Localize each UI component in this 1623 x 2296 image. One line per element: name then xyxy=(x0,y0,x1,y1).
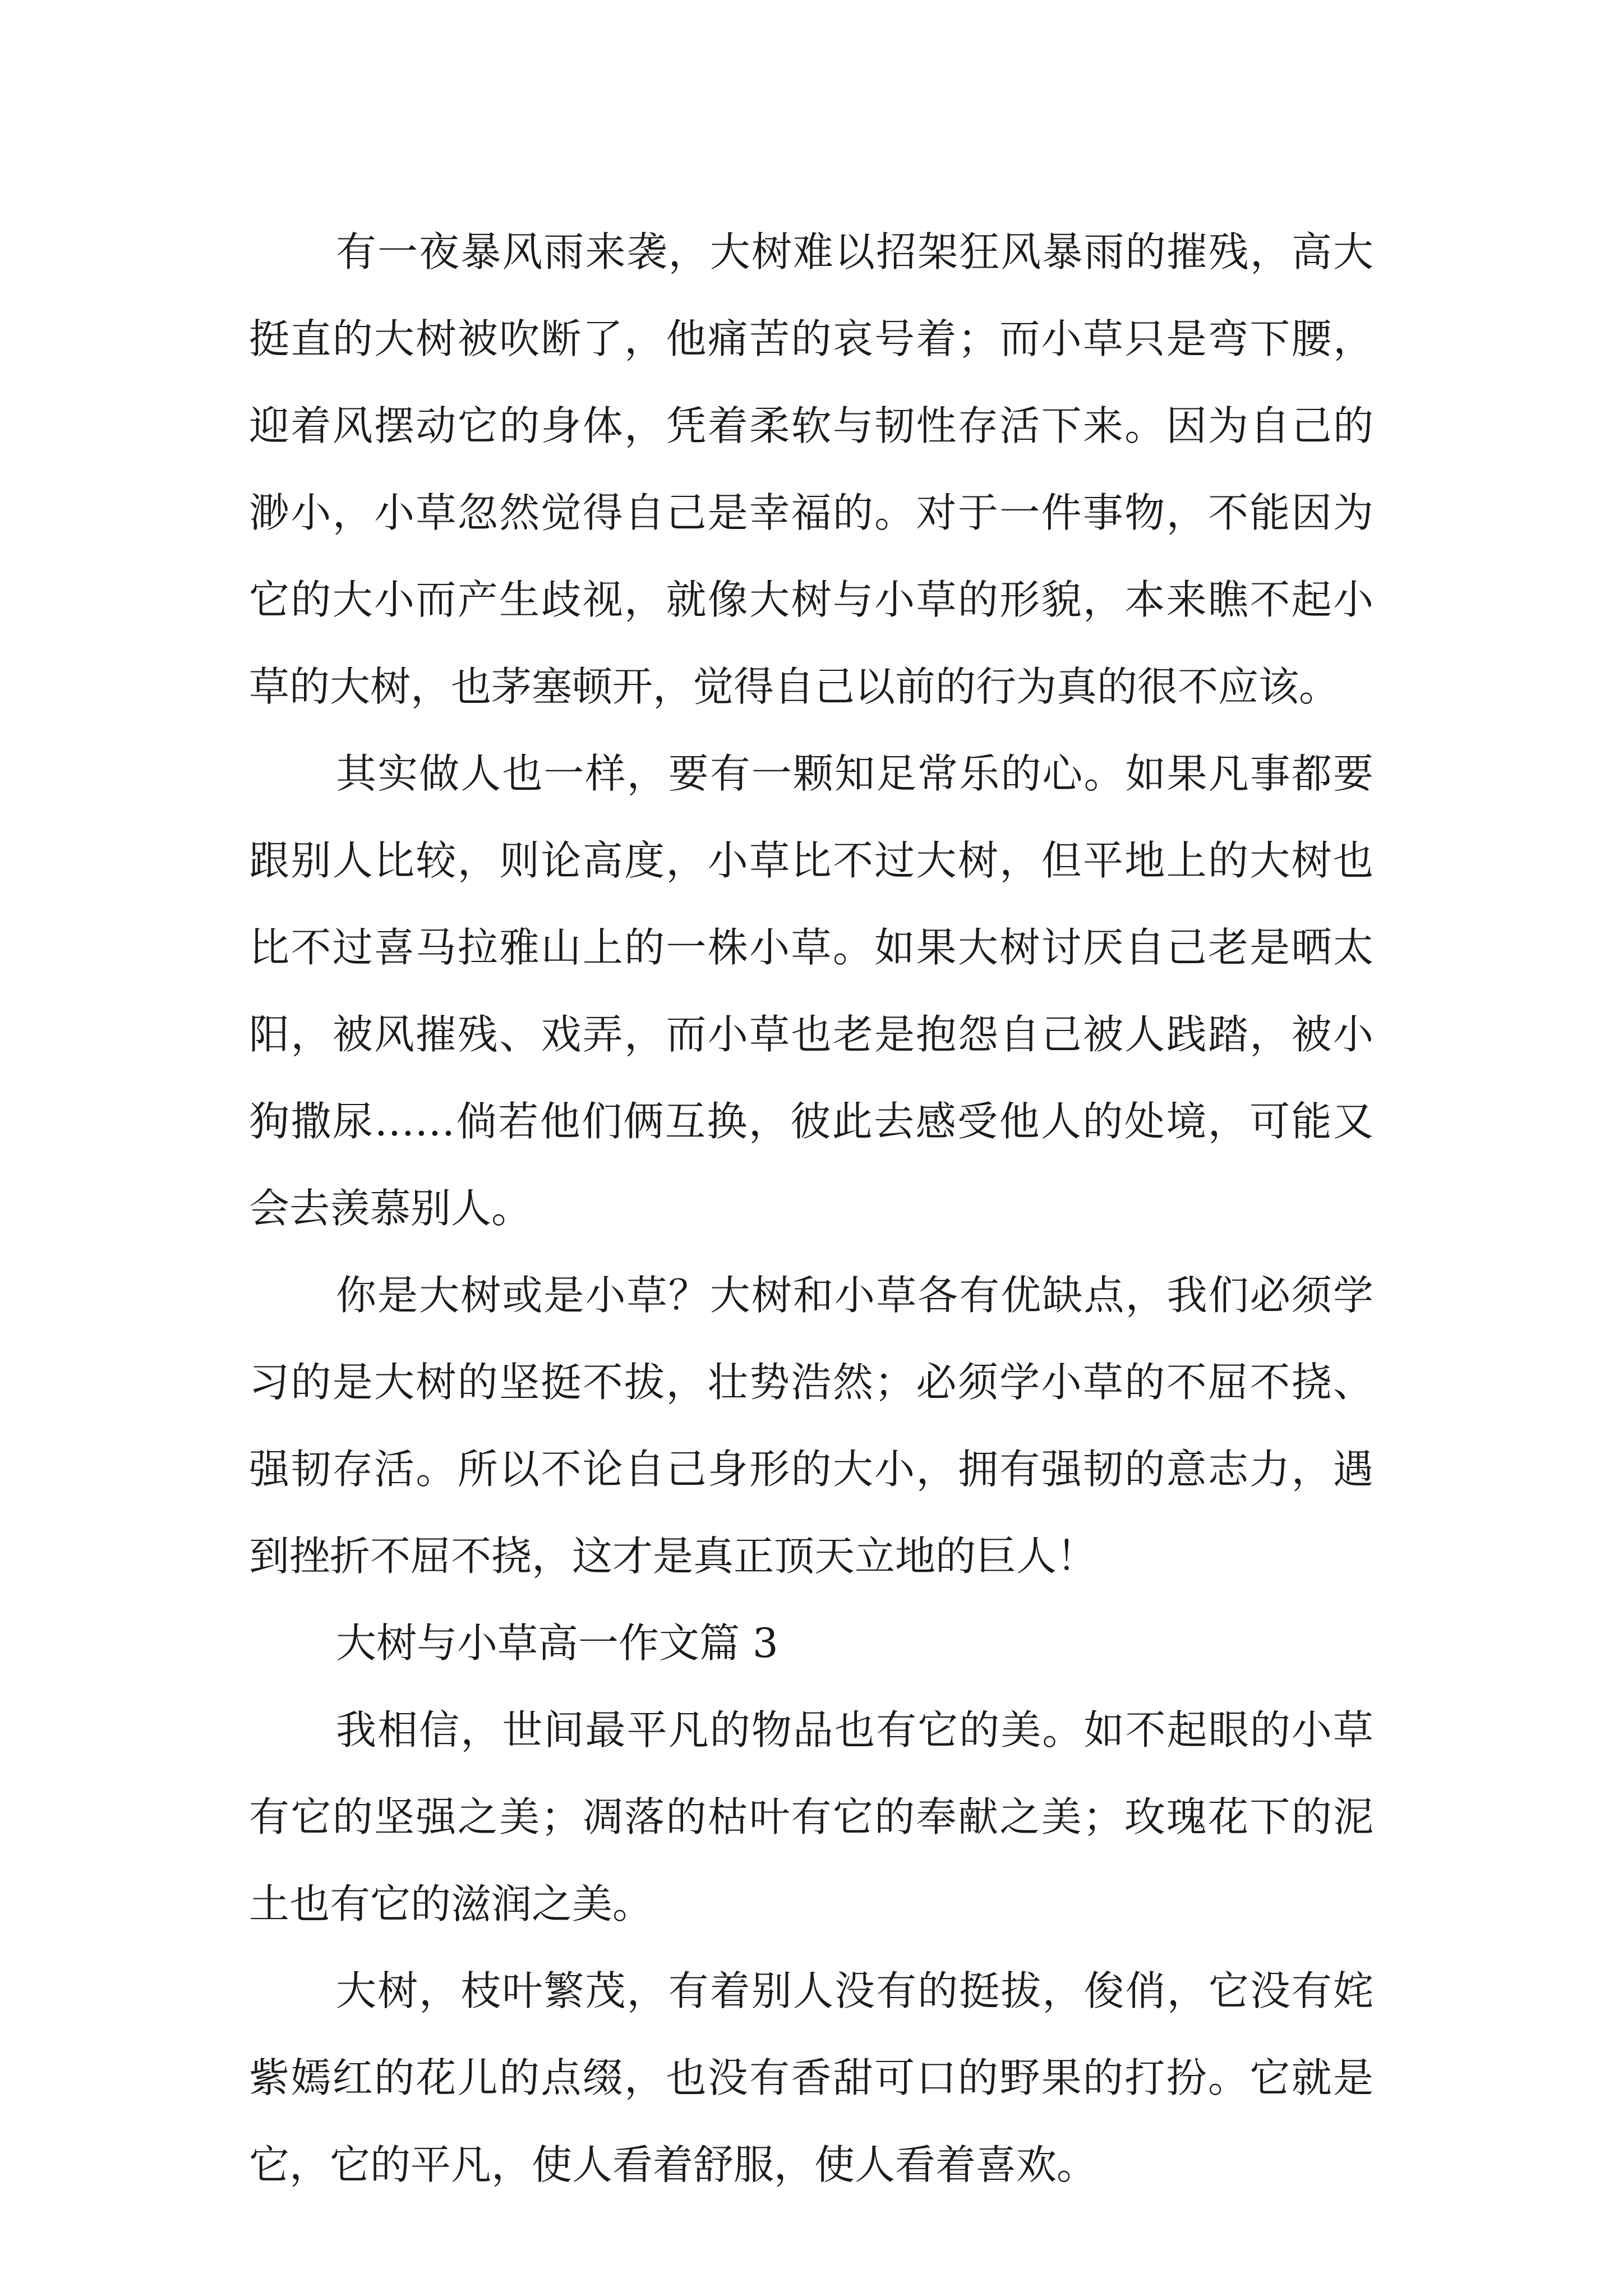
paragraph-storm: 有一夜暴风雨来袭，大树难以招架狂风暴雨的摧残，高大挺直的大树被吹断了，他痛苦的哀号着；而小草只是弯下腰，迎着风摆动它的身体，凭着柔软与韧性存活下来。因为自己的渺小，小草忽然觉得自己是幸福的。对于一件事物，不能因为它的大小而产生歧视，就像大树与小草的形貌，本来瞧不起小草的大树，也茅塞顿开，觉得自己以前的行为真的很不应该。 xyxy=(249,228,1373,710)
paragraph-tree-or-grass: 你是大树或是小草？大树和小草各有优缺点，我们必须学习的是大树的坚挺不拔，壮势浩然；必须学小草的不屈不挠、强韧存活。所以不论自己身形的大小，拥有强韧的意志力，遇到挫折不屈不挠，这才是真正顶天立地的巨人！ xyxy=(249,1272,1373,1580)
document-body xyxy=(249,209,1373,2208)
section-heading: 大树与小草高一作文篇 3 xyxy=(336,1619,778,1667)
paragraph-contentment: 其实做人也一样，要有一颗知足常乐的心。如果凡事都要跟别人比较，则论高度，小草比不过大树，但平地上的大树也比不过喜马拉雅山上的一株小草。如果大树讨厌自己老是晒太阳，被风摧残、戏弄，而小草也老是抱怨自己被人践踏，被小狗撒尿……倘若他们俩互换，彼此去感受他人的处境，可能又会去羡慕别人。 xyxy=(249,750,1373,1232)
paragraph-ordinary-beauty: 我相信，世间最平凡的物品也有它的美。如不起眼的小草有它的坚强之美；凋落的枯叶有它的奉献之美；玫瑰花下的泥土也有它的滋润之美。 xyxy=(249,1706,1373,1927)
paragraph-big-tree: 大树，枝叶繁茂，有着别人没有的挺拔，俊俏，它没有姹紫嫣红的花儿的点缀，也没有香甜可口的野果的打扮。它就是它，它的平凡，使人看着舒服，使人看着喜欢。 xyxy=(249,1967,1373,2188)
